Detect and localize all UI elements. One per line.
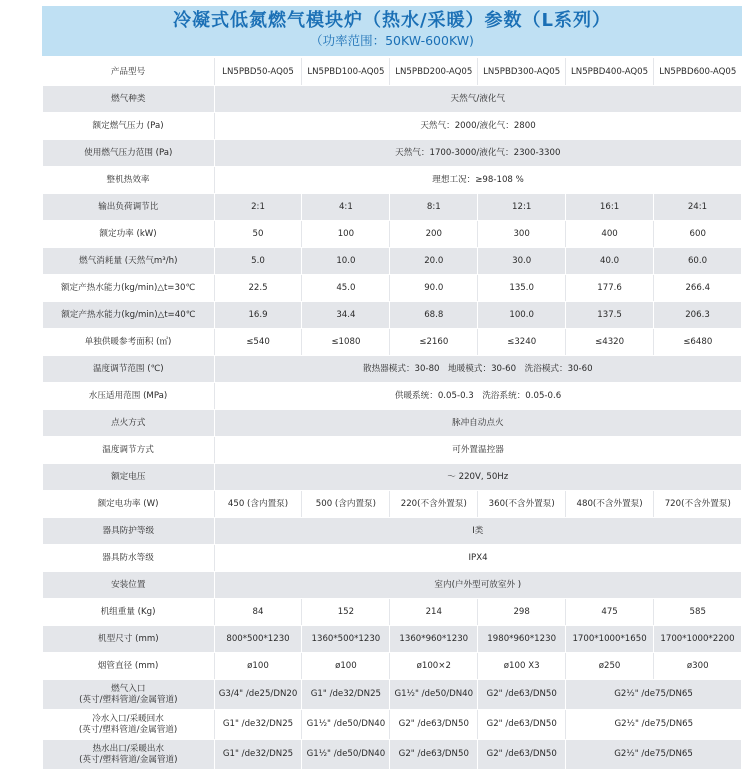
merged-value: 室内(户外型可放室外 ) <box>214 572 741 599</box>
value-cell: 10.0 <box>302 248 390 275</box>
value-cell: 500 (含内置泵) <box>302 491 390 518</box>
value-cell: 360(不含外置泵) <box>478 491 566 518</box>
table-row-flue-diameter <box>43 653 742 680</box>
row-label: 烟管直径 (mm) <box>43 653 215 680</box>
row-label: 器具防护等级 <box>43 518 215 545</box>
value-cell: G1" /de32/DN25 <box>214 710 302 740</box>
row-label: 额定产热水能力(kg/min)△t=30℃ <box>43 275 215 302</box>
row-label: 额定燃气压力 (Pa) <box>43 113 215 140</box>
model-cell: LN5PBD50-AQ05 <box>214 59 302 86</box>
row-label: 额定产热水能力(kg/min)△t=40℃ <box>43 302 215 329</box>
value-cell: 200 <box>390 221 478 248</box>
value-cell: 720(不含外置泵) <box>654 491 742 518</box>
value-cell: 300 <box>478 221 566 248</box>
value-cell: G2" /de63/DN50 <box>478 680 566 710</box>
table-row-cold-water-inlet <box>43 710 742 740</box>
value-cell: 298 <box>478 599 566 626</box>
value-cell: ≤2160 <box>390 329 478 356</box>
value-cell: 585 <box>654 599 742 626</box>
merged-value: 天然气：1700-3000/液化气：2300-3300 <box>214 140 741 167</box>
row-label: 安装位置 <box>43 572 215 599</box>
value-cell: 1360*500*1230 <box>302 626 390 653</box>
value-cell: ø100 X3 <box>478 653 566 680</box>
row-label <box>43 680 215 710</box>
row-label: 整机热效率 <box>43 167 215 194</box>
row-label: 使用燃气压力范围 (Pa) <box>43 140 215 167</box>
table-row-water-pressure <box>43 383 742 410</box>
value-cell: G2" /de63/DN50 <box>478 740 566 770</box>
merged-value: IPX4 <box>214 545 741 572</box>
value-cell: 90.0 <box>390 275 478 302</box>
row-label: 器具防水等级 <box>43 545 215 572</box>
row-label: 燃气种类 <box>43 86 215 113</box>
title-banner <box>42 6 742 56</box>
value-cell: 137.5 <box>566 302 654 329</box>
value-cell: G1½" /de50/DN40 <box>302 740 390 770</box>
table-row-gas-inlet <box>43 680 742 710</box>
table-row-gas-type <box>43 86 742 113</box>
row-label: 产品型号 <box>43 59 215 86</box>
value-cell: 177.6 <box>566 275 654 302</box>
merged-value: G2½" /de75/DN65 <box>566 710 742 740</box>
merged-value: 天然气/液化气 <box>214 86 741 113</box>
value-cell: 24:1 <box>654 194 742 221</box>
value-cell: ≤4320 <box>566 329 654 356</box>
value-cell: G3/4" /de25/DN20 <box>214 680 302 710</box>
value-cell: 206.3 <box>654 302 742 329</box>
model-cell: LN5PBD400-AQ05 <box>566 59 654 86</box>
value-cell: 1980*960*1230 <box>478 626 566 653</box>
value-cell: 2:1 <box>214 194 302 221</box>
row-label <box>43 740 215 770</box>
value-cell: 60.0 <box>654 248 742 275</box>
table-row-gas-pressure <box>43 113 742 140</box>
row-label-line: 燃气入口 <box>111 683 146 694</box>
value-cell: 4:1 <box>302 194 390 221</box>
value-cell: G2" /de63/DN50 <box>390 710 478 740</box>
model-cell: LN5PBD300-AQ05 <box>478 59 566 86</box>
value-cell: G1" /de32/DN25 <box>214 740 302 770</box>
row-label: 机型尺寸 (mm) <box>43 626 215 653</box>
value-cell: ø250 <box>566 653 654 680</box>
row-label-line: 冷水入口/采暖回水 <box>92 713 164 724</box>
row-label-line: (英寸/塑料管道/金属管道) <box>79 754 178 765</box>
value-cell: ≤3240 <box>478 329 566 356</box>
merged-value: 理想工况：≥98-108 % <box>214 167 741 194</box>
value-cell: ø100 <box>302 653 390 680</box>
value-cell: 50 <box>214 221 302 248</box>
model-cell: LN5PBD200-AQ05 <box>390 59 478 86</box>
value-cell: 1700*1000*2200 <box>654 626 742 653</box>
value-cell: G1½" /de50/DN40 <box>390 680 478 710</box>
row-label: 机组重量 (Kg) <box>43 599 215 626</box>
merged-value: 天然气：2000/液化气：2800 <box>214 113 741 140</box>
table-row-hot-water-outlet <box>43 740 742 770</box>
power-range-subtitle: （功率范围：50KW-600KW) <box>310 33 474 48</box>
row-label <box>43 710 215 740</box>
merged-value: 可外置温控器 <box>214 437 741 464</box>
value-cell: 1700*1000*1650 <box>566 626 654 653</box>
value-cell: 45.0 <box>302 275 390 302</box>
table-row-ignition <box>43 410 742 437</box>
value-cell: 16.9 <box>214 302 302 329</box>
row-label-line: (英寸/塑料管道/金属管道) <box>79 694 178 705</box>
value-cell: 220(不含外置泵) <box>390 491 478 518</box>
table-row-hot-water-30 <box>43 275 742 302</box>
value-cell: 30.0 <box>478 248 566 275</box>
value-cell: 68.8 <box>390 302 478 329</box>
value-cell: 135.0 <box>478 275 566 302</box>
value-cell: 400 <box>566 221 654 248</box>
row-label: 温度调节范围 (℃) <box>43 356 215 383</box>
model-cell: LN5PBD100-AQ05 <box>302 59 390 86</box>
value-cell: ≤540 <box>214 329 302 356</box>
table-row-heating-area <box>43 329 742 356</box>
row-label: 输出负荷调节比 <box>43 194 215 221</box>
table-row-turndown <box>43 194 742 221</box>
row-label: 额定电功率 (W) <box>43 491 215 518</box>
value-cell: ø100×2 <box>390 653 478 680</box>
table-row-weight <box>43 599 742 626</box>
value-cell: G2" /de63/DN50 <box>390 740 478 770</box>
value-cell: 40.0 <box>566 248 654 275</box>
value-cell: 480(不含外置泵) <box>566 491 654 518</box>
table-row-dimensions <box>43 626 742 653</box>
row-label: 温度调节方式 <box>43 437 215 464</box>
value-cell: 100.0 <box>478 302 566 329</box>
table-row-efficiency <box>43 167 742 194</box>
value-cell: 475 <box>566 599 654 626</box>
value-cell: 20.0 <box>390 248 478 275</box>
page-title: 冷凝式低氮燃气模块炉（热水/采暖）参数（L系列） <box>172 10 612 31</box>
spec-table <box>42 58 742 770</box>
value-cell: ø100 <box>214 653 302 680</box>
value-cell: 800*500*1230 <box>214 626 302 653</box>
row-label-line: (英寸/塑料管道/金属管道) <box>78 724 178 735</box>
table-row-voltage <box>43 464 742 491</box>
value-cell: 600 <box>654 221 742 248</box>
table-row-hot-water-40 <box>43 302 742 329</box>
table-row-temp-control <box>43 437 742 464</box>
value-cell: G1½" /de50/DN40 <box>302 710 390 740</box>
value-cell: 100 <box>302 221 390 248</box>
table-row-rated-power <box>43 221 742 248</box>
merged-value: G2½" /de75/DN65 <box>566 740 742 770</box>
merged-value: I类 <box>214 518 741 545</box>
value-cell: 152 <box>302 599 390 626</box>
merged-value: G2½" /de75/DN65 <box>566 680 742 710</box>
merged-value: 脉冲自动点火 <box>214 410 741 437</box>
value-cell: 1360*960*1230 <box>390 626 478 653</box>
value-cell: 84 <box>214 599 302 626</box>
merged-value: ～ 220V, 50Hz <box>214 464 741 491</box>
table-row-gas-pressure-range <box>43 140 742 167</box>
value-cell: ø300 <box>654 653 742 680</box>
table-row-protection-class <box>43 518 742 545</box>
value-cell: 450 (含内置泵) <box>214 491 302 518</box>
value-cell: 22.5 <box>214 275 302 302</box>
table-row-installation <box>43 572 742 599</box>
row-label: 额定功率 (kW) <box>43 221 215 248</box>
value-cell: ≤6480 <box>654 329 742 356</box>
merged-value: 供暖系统：0.05-0.3 洗浴系统：0.05-0.6 <box>214 383 741 410</box>
value-cell: 214 <box>390 599 478 626</box>
value-cell: 12:1 <box>478 194 566 221</box>
value-cell: 34.4 <box>302 302 390 329</box>
row-label-line: 热水出口/采暖出水 <box>92 743 165 754</box>
table-row-waterproof-class <box>43 545 742 572</box>
value-cell: 266.4 <box>654 275 742 302</box>
row-label: 单独供暖参考面积 (㎡) <box>43 329 215 356</box>
table-row-gas-consumption <box>43 248 742 275</box>
value-cell: 16:1 <box>566 194 654 221</box>
table-row-models <box>43 59 742 86</box>
value-cell: 5.0 <box>214 248 302 275</box>
row-label: 点火方式 <box>43 410 215 437</box>
merged-value: 散热器模式：30-80 地暖模式：30-60 洗浴模式：30-60 <box>214 356 741 383</box>
row-label: 额定电压 <box>43 464 215 491</box>
row-label: 燃气消耗量 (天然气m³/h) <box>43 248 215 275</box>
table-row-electric-power <box>43 491 742 518</box>
value-cell: G2" /de63/DN50 <box>478 710 566 740</box>
table-row-temp-range <box>43 356 742 383</box>
model-cell: LN5PBD600-AQ05 <box>654 59 742 86</box>
row-label: 水压适用范围 (MPa) <box>43 383 215 410</box>
value-cell: ≤1080 <box>302 329 390 356</box>
value-cell: 8:1 <box>390 194 478 221</box>
value-cell: G1" /de32/DN25 <box>302 680 390 710</box>
